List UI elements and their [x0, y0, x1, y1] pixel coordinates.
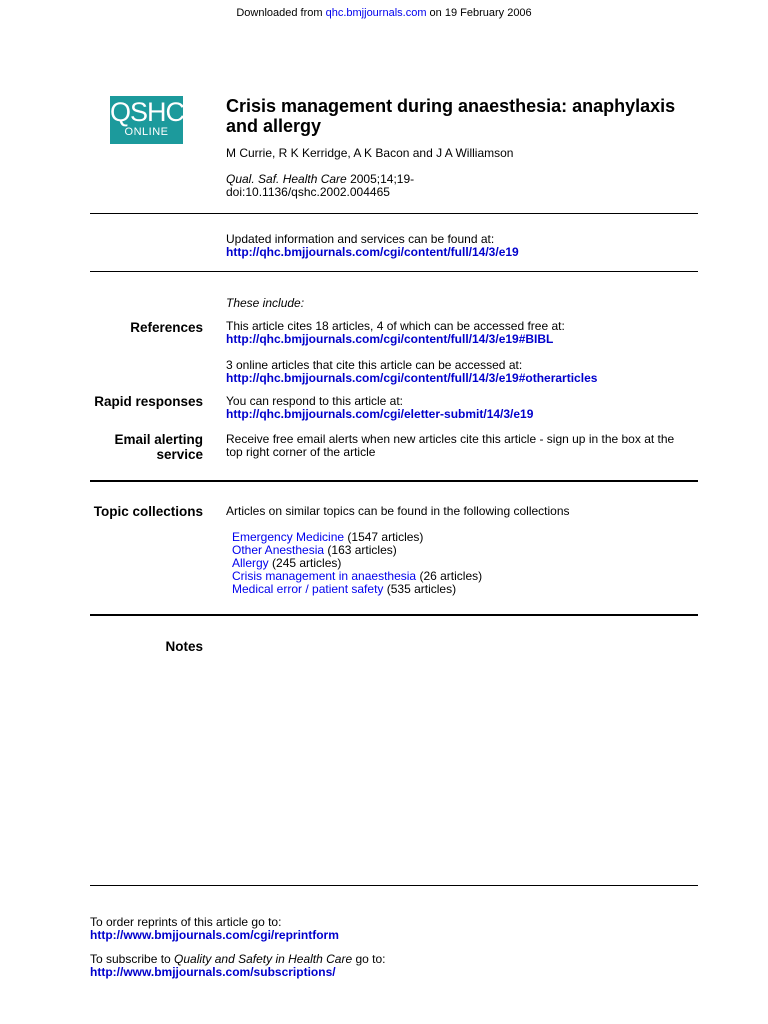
divider — [90, 213, 698, 214]
collection-count: (245 articles) — [268, 556, 342, 570]
qshc-online-logo[interactable] — [110, 96, 183, 144]
download-prefix: Downloaded from — [236, 7, 326, 19]
email-label-line1: Email alerting — [114, 432, 203, 447]
citing-articles-text: 3 online articles that cite this article can be accessed at: — [226, 358, 523, 372]
rapid-responses-text: You can respond to this article at: — [226, 394, 403, 408]
logo-line1: QSHC — [110, 97, 185, 127]
collection-link[interactable]: Medical error / patient safety — [232, 582, 384, 596]
collection-item — [232, 583, 456, 596]
references-label: References — [130, 320, 203, 335]
references-link[interactable]: http://qhc.bmjjournals.com/cgi/content/full/14/3/e19#BIBL — [226, 332, 554, 346]
collection-count: (1547 articles) — [344, 530, 424, 544]
divider — [90, 614, 698, 616]
subscribe-suffix: go to: — [352, 952, 386, 966]
collection-link[interactable]: Crisis management in anaesthesia — [232, 569, 417, 583]
references-text: This article cites 18 articles, 4 of which can be accessed free at: — [226, 319, 565, 333]
divider — [90, 885, 698, 886]
reprints-link[interactable]: http://www.bmjjournals.com/cgi/reprintform — [90, 928, 339, 942]
collection-link[interactable]: Allergy — [232, 556, 269, 570]
reprints-text: To order reprints of this article go to: — [90, 915, 282, 929]
updated-info-text: Updated information and services can be found at: — [226, 232, 495, 246]
collection-count: (26 articles) — [416, 569, 483, 583]
subscribe-journal: Quality and Safety in Health Care — [174, 952, 353, 966]
collection-link[interactable]: Other Anesthesia — [232, 543, 325, 557]
collection-count: (535 articles) — [383, 582, 457, 596]
email-text-line2: top right corner of the article — [226, 445, 376, 459]
topic-collections-text: Articles on similar topics can be found in the following collections — [226, 504, 570, 518]
download-suffix: on 19 February 2006 — [426, 7, 532, 19]
topic-collections-label: Topic collections — [93, 504, 203, 519]
download-notice — [0, 7, 768, 20]
email-label-line2: service — [156, 447, 203, 462]
article-title: Crisis management during anaesthesia: anaphylaxis and allergy — [226, 96, 676, 136]
divider — [90, 271, 698, 272]
email-alerting-label — [90, 432, 203, 462]
email-text-line1: Receive free email alerts when new articles cite this article - sign up in the box at the — [226, 432, 675, 446]
collection-link[interactable]: Emergency Medicine — [232, 530, 345, 544]
these-include: These include: — [226, 296, 305, 310]
rapid-responses-label: Rapid responses — [94, 394, 203, 409]
site-link[interactable]: qhc.bmjjournals.com — [325, 7, 427, 19]
updated-info-link[interactable]: http://qhc.bmjjournals.com/cgi/content/full/14/3/e19 — [226, 245, 519, 259]
divider — [90, 480, 698, 482]
journal-name: Qual. Saf. Health Care — [226, 172, 347, 186]
article-doi: doi:10.1136/qshc.2002.004465 — [226, 185, 390, 199]
subscribe-link[interactable]: http://www.bmjjournals.com/subscriptions/ — [90, 965, 336, 979]
citing-articles-link[interactable]: http://qhc.bmjjournals.com/cgi/content/full/14/3/e19#otherarticles — [226, 371, 598, 385]
logo-line2: ONLINE — [124, 126, 169, 138]
subscribe-prefix: To subscribe to — [90, 952, 175, 966]
rapid-responses-link[interactable]: http://qhc.bmjjournals.com/cgi/eletter-submit/14/3/e19 — [226, 407, 534, 421]
article-authors: M Currie, R K Kerridge, A K Bacon and J A Williamson — [226, 146, 514, 160]
email-alerting-text — [226, 433, 706, 459]
journal-ref: 2005;14;19- — [346, 172, 415, 186]
notes-label: Notes — [165, 639, 203, 654]
collection-count: (163 articles) — [324, 543, 397, 557]
